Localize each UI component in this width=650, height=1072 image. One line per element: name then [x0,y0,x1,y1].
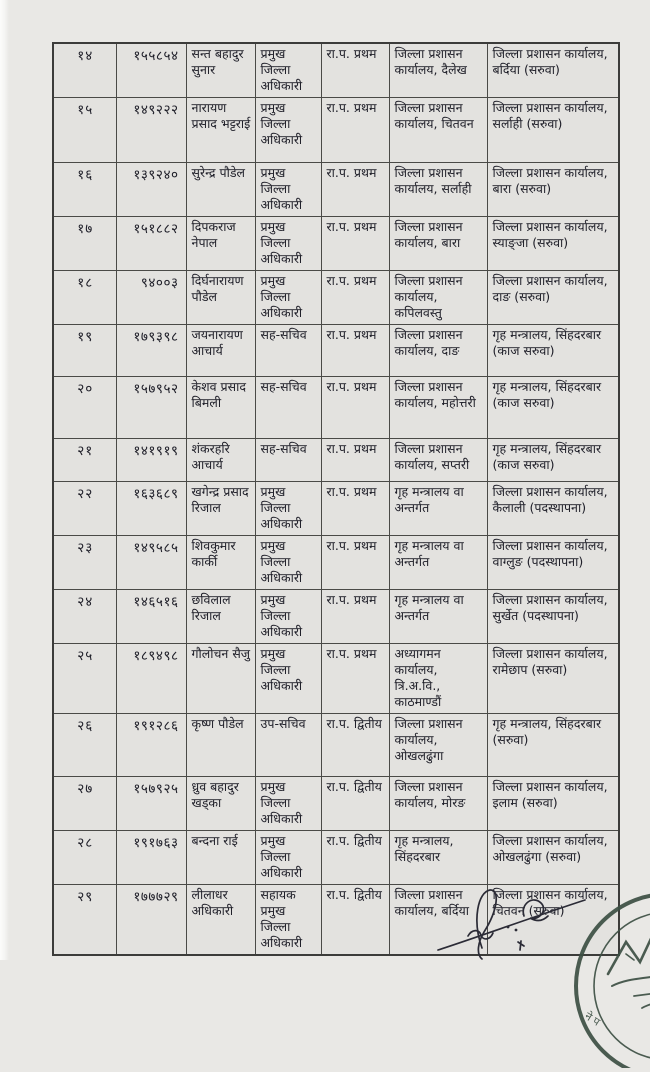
cell-serial-number: २५ [53,644,116,714]
cell-rank: रा.प. प्रथम [321,43,389,98]
cell-rank: रा.प. प्रथम [321,271,389,325]
cell-position: प्रमुख जिल्ला अधिकारी [255,536,321,590]
cell-employee-number: १४९५८५ [116,536,186,590]
table-row [53,325,619,377]
cell-position: प्रमुख जिल्ला अधिकारी [255,482,321,536]
cell-serial-number: १८ [53,271,116,325]
cell-assigned-office: जिल्ला प्रशासन कार्यालय, चितवन (सरुवा) [487,885,619,956]
cell-assigned-office: जिल्ला प्रशासन कार्यालय, बारा (सरुवा) [487,163,619,217]
table-row [53,831,619,885]
cell-serial-number: २९ [53,885,116,956]
cell-name: खगेन्द्र प्रसाद रिजाल [186,482,255,536]
cell-name: सुरेन्द्र पौडेल [186,163,255,217]
cell-position: प्रमुख जिल्ला अधिकारी [255,217,321,271]
cell-serial-number: २६ [53,714,116,777]
cell-current-office: जिल्ला प्रशासन कार्यालय, बर्दिया [389,885,487,956]
table-row [53,590,619,644]
cell-name: बन्दना राई [186,831,255,885]
cell-rank: रा.प. प्रथम [321,590,389,644]
cell-current-office: जिल्ला प्रशासन कार्यालय, सप्तरी [389,439,487,482]
table-row [53,439,619,482]
cell-employee-number: १३९२४० [116,163,186,217]
cell-assigned-office: जिल्ला प्रशासन कार्यालय, सुर्खेत (पदस्थापना) [487,590,619,644]
cell-serial-number: २२ [53,482,116,536]
cell-position: प्रमुख जिल्ला अधिकारी [255,98,321,163]
cell-position: सह-सचिव [255,377,321,439]
cell-employee-number: १९१७६३ [116,831,186,885]
cell-current-office: जिल्ला प्रशासन कार्यालय, कपिलवस्तु [389,271,487,325]
cell-name: नारायण प्रसाद भट्टराई [186,98,255,163]
cell-employee-number: १७७७२९ [116,885,186,956]
table-row [53,43,619,98]
cell-assigned-office: जिल्ला प्रशासन कार्यालय, स्याङ्जा (सरुवा) [487,217,619,271]
cell-position: प्रमुख जिल्ला अधिकारी [255,831,321,885]
table-row [53,714,619,777]
cell-rank: रा.प. प्रथम [321,536,389,590]
cell-name: लीलाधर अधिकारी [186,885,255,956]
cell-position: सहायक प्रमुख जिल्ला अधिकारी [255,885,321,956]
cell-current-office: गृह मन्त्रालय, सिंहदरबार [389,831,487,885]
cell-assigned-office: जिल्ला प्रशासन कार्यालय, सर्लाही (सरुवा) [487,98,619,163]
cell-current-office: गृह मन्त्रालय वा अन्तर्गत [389,590,487,644]
cell-serial-number: २३ [53,536,116,590]
cell-employee-number: १५५८५४ [116,43,186,98]
cell-name: केशव प्रसाद बिमली [186,377,255,439]
cell-name: सन्त बहादुर सुनार [186,43,255,98]
cell-serial-number: १४ [53,43,116,98]
table-body [53,43,619,955]
cell-rank: रा.प. द्वितीय [321,885,389,956]
cell-current-office: जिल्ला प्रशासन कार्यालय, ओखलढुंगा [389,714,487,777]
cell-position: सह-सचिव [255,439,321,482]
table-row [53,163,619,217]
table-row [53,777,619,831]
cell-employee-number: १५७९२५ [116,777,186,831]
cell-assigned-office: जिल्ला प्रशासन कार्यालय, रामेछाप (सरुवा) [487,644,619,714]
cell-assigned-office: गृह मन्त्रालय, सिंहदरबार (सरुवा) [487,714,619,777]
cell-current-office: जिल्ला प्रशासन कार्यालय, दाङ [389,325,487,377]
cell-serial-number: २१ [53,439,116,482]
cell-serial-number: १६ [53,163,116,217]
cell-current-office: जिल्ला प्रशासन कार्यालय, मोरङ [389,777,487,831]
cell-assigned-office: जिल्ला प्रशासन कार्यालय, ओखलढुंगा (सरुवा) [487,831,619,885]
cell-employee-number: १८९४९८ [116,644,186,714]
cell-name: छविलाल रिजाल [186,590,255,644]
cell-current-office: जिल्ला प्रशासन कार्यालय, सर्लाही [389,163,487,217]
cell-rank: रा.प. प्रथम [321,439,389,482]
cell-rank: रा.प. प्रथम [321,377,389,439]
cell-name: गौलोचन सैजु [186,644,255,714]
cell-position: प्रमुख जिल्ला अधिकारी [255,644,321,714]
cell-assigned-office: जिल्ला प्रशासन कार्यालय, बर्दिया (सरुवा) [487,43,619,98]
cell-name: ध्रुव बहादुर खड्का [186,777,255,831]
cell-assigned-office: जिल्ला प्रशासन कार्यालय, वाग्लुङ (पदस्थापना) [487,536,619,590]
table-row [53,885,619,956]
cell-rank: रा.प. प्रथम [321,217,389,271]
cell-serial-number: २० [53,377,116,439]
cell-serial-number: १७ [53,217,116,271]
stamp-text-fragment: नेप [582,1009,605,1031]
cell-position: प्रमुख जिल्ला अधिकारी [255,590,321,644]
cell-current-office: जिल्ला प्रशासन कार्यालय, बारा [389,217,487,271]
cell-employee-number: १४९२२२ [116,98,186,163]
cell-employee-number: १४१९१९ [116,439,186,482]
table-row [53,377,619,439]
cell-name: दिर्घनारायण पौडेल [186,271,255,325]
cell-assigned-office: जिल्ला प्रशासन कार्यालय, कैलाली (पदस्थापना) [487,482,619,536]
cell-employee-number: १४६५१६ [116,590,186,644]
cell-employee-number: ९४००३ [116,271,186,325]
cell-name: शिवकुमार कार्की [186,536,255,590]
cell-serial-number: १५ [53,98,116,163]
cell-name: शंकरहरि आचार्य [186,439,255,482]
cell-name: जयनारायण आचार्य [186,325,255,377]
cell-assigned-office: गृह मन्त्रालय, सिंहदरबार (काज सरुवा) [487,377,619,439]
cell-employee-number: १७९३९८ [116,325,186,377]
cell-position: प्रमुख जिल्ला अधिकारी [255,777,321,831]
table-row [53,482,619,536]
cell-current-office: अध्यागमन कार्यालय, त्रि.अ.वि., काठमाण्डौं [389,644,487,714]
cell-serial-number: २४ [53,590,116,644]
cell-rank: रा.प. प्रथम [321,325,389,377]
table-row [53,98,619,163]
cell-current-office: जिल्ला प्रशासन कार्यालय, चितवन [389,98,487,163]
cell-current-office: गृह मन्त्रालय वा अन्तर्गत [389,536,487,590]
cell-name: कृष्ण पौडेल [186,714,255,777]
cell-assigned-office: जिल्ला प्रशासन कार्यालय, दाङ (सरुवा) [487,271,619,325]
cell-position: प्रमुख जिल्ला अधिकारी [255,271,321,325]
cell-serial-number: १९ [53,325,116,377]
cell-name: दिपकराज नेपाल [186,217,255,271]
cell-current-office: जिल्ला प्रशासन कार्यालय, महोत्तरी [389,377,487,439]
cell-assigned-office: गृह मन्त्रालय, सिंहदरबार (काज सरुवा) [487,439,619,482]
cell-rank: रा.प. प्रथम [321,644,389,714]
table-row [53,644,619,714]
cell-rank: रा.प. प्रथम [321,482,389,536]
cell-position: प्रमुख जिल्ला अधिकारी [255,43,321,98]
cell-employee-number: १६३६८९ [116,482,186,536]
cell-position: उप-सचिव [255,714,321,777]
cell-employee-number: १९१२८६ [116,714,186,777]
cell-employee-number: १५१८८२ [116,217,186,271]
cell-rank: रा.प. प्रथम [321,163,389,217]
cell-current-office: जिल्ला प्रशासन कार्यालय, दैलेख [389,43,487,98]
cell-position: सह-सचिव [255,325,321,377]
cell-position: प्रमुख जिल्ला अधिकारी [255,163,321,217]
cell-serial-number: २७ [53,777,116,831]
cell-rank: रा.प. प्रथम [321,98,389,163]
cell-employee-number: १५७९५२ [116,377,186,439]
table-row [53,536,619,590]
cell-serial-number: २८ [53,831,116,885]
transfer-list-table [52,42,620,956]
cell-rank: रा.प. द्वितीय [321,831,389,885]
table-row [53,217,619,271]
cell-rank: रा.प. द्वितीय [321,714,389,777]
cell-assigned-office: जिल्ला प्रशासन कार्यालय, इलाम (सरुवा) [487,777,619,831]
cell-assigned-office: गृह मन्त्रालय, सिंहदरबार (काज सरुवा) [487,325,619,377]
table-row [53,271,619,325]
cell-current-office: गृह मन्त्रालय वा अन्तर्गत [389,482,487,536]
cell-rank: रा.प. द्वितीय [321,777,389,831]
